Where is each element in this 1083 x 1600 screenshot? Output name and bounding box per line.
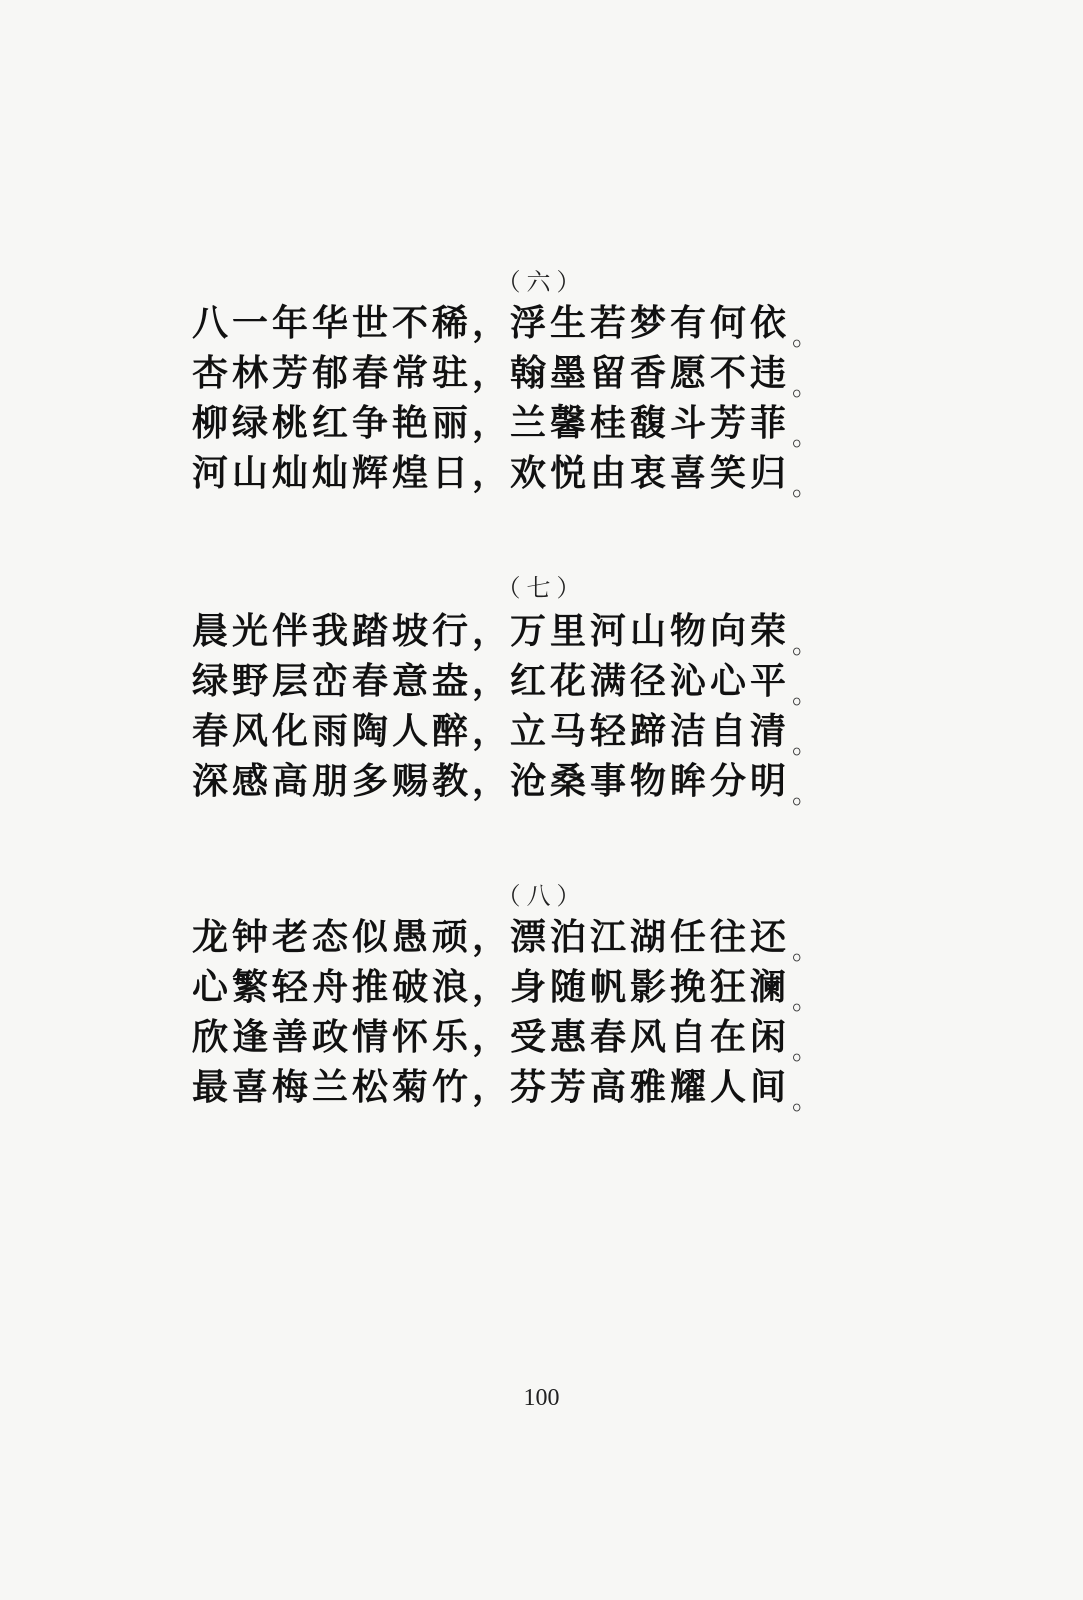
poem-line bbox=[192, 656, 820, 710]
full-stop: 。 bbox=[792, 322, 820, 352]
full-stop: 。 bbox=[792, 422, 820, 452]
line-second-half: 芬芳高雅耀人间 bbox=[510, 1066, 791, 1108]
line-second-half: 立马轻蹄洁自清 bbox=[510, 710, 791, 752]
comma: ， bbox=[472, 710, 510, 752]
line-second-half: 沧桑事物眸分明 bbox=[510, 760, 791, 802]
comma: ， bbox=[472, 402, 510, 444]
poem-line bbox=[192, 298, 820, 352]
line-first-half: 柳绿桃红争艳丽 bbox=[192, 402, 473, 444]
full-stop: 。 bbox=[792, 372, 820, 402]
line-second-half: 万里河山物向荣 bbox=[510, 610, 791, 652]
line-first-half: 绿野层峦春意盎 bbox=[192, 660, 473, 702]
poem-line bbox=[192, 1012, 820, 1066]
line-second-half: 红花满径沁心平 bbox=[510, 660, 791, 702]
line-first-half: 最喜梅兰松菊竹 bbox=[192, 1066, 473, 1108]
poem-line bbox=[192, 962, 820, 1016]
line-second-half: 翰墨留香愿不违 bbox=[510, 352, 791, 394]
line-first-half: 河山灿灿辉煌日 bbox=[192, 452, 473, 494]
full-stop: 。 bbox=[792, 680, 820, 710]
line-first-half: 欣逢善政情怀乐 bbox=[192, 1016, 473, 1058]
full-stop: 。 bbox=[792, 1036, 820, 1066]
comma: ， bbox=[472, 966, 510, 1008]
full-stop: 。 bbox=[792, 780, 820, 810]
poem-line bbox=[192, 448, 820, 502]
comma: ， bbox=[472, 1066, 510, 1108]
poem-line bbox=[192, 1062, 820, 1116]
line-first-half: 八一年华世不稀 bbox=[192, 302, 473, 344]
full-stop: 。 bbox=[792, 936, 820, 966]
line-first-half: 深感高朋多赐教 bbox=[192, 760, 473, 802]
line-second-half: 受惠春风自在闲 bbox=[510, 1016, 791, 1058]
line-second-half: 兰馨桂馥斗芳菲 bbox=[510, 402, 791, 444]
full-stop: 。 bbox=[792, 630, 820, 660]
line-first-half: 龙钟老态似愚顽 bbox=[192, 916, 473, 958]
line-second-half: 浮生若梦有何依 bbox=[510, 302, 791, 344]
poem-line bbox=[192, 348, 820, 402]
line-second-half: 身随帆影挽狂澜 bbox=[510, 966, 791, 1008]
poem-heading: （八） bbox=[496, 884, 587, 910]
poem-line bbox=[192, 606, 820, 660]
line-second-half: 欢悦由衷喜笑归 bbox=[510, 452, 791, 494]
poem-line bbox=[192, 756, 820, 810]
comma: ， bbox=[472, 302, 510, 344]
line-first-half: 心繁轻舟推破浪 bbox=[192, 966, 473, 1008]
comma: ， bbox=[472, 352, 510, 394]
poem-heading: （六） bbox=[496, 270, 587, 296]
comma: ， bbox=[472, 760, 510, 802]
full-stop: 。 bbox=[792, 730, 820, 760]
page-number: 100 bbox=[523, 1385, 560, 1411]
line-first-half: 晨光伴我踏坡行 bbox=[192, 610, 473, 652]
comma: ， bbox=[472, 452, 510, 494]
full-stop: 。 bbox=[792, 986, 820, 1016]
full-stop: 。 bbox=[792, 472, 820, 502]
comma: ， bbox=[472, 1016, 510, 1058]
comma: ， bbox=[472, 916, 510, 958]
poem-line bbox=[192, 912, 820, 966]
poem-heading: （七） bbox=[496, 576, 587, 602]
line-second-half: 漂泊江湖任往还 bbox=[510, 916, 791, 958]
comma: ， bbox=[472, 610, 510, 652]
comma: ， bbox=[472, 660, 510, 702]
full-stop: 。 bbox=[792, 1086, 820, 1116]
poem-line bbox=[192, 398, 820, 452]
poem-line bbox=[192, 706, 820, 760]
line-first-half: 杏林芳郁春常驻 bbox=[192, 352, 473, 394]
line-first-half: 春风化雨陶人醉 bbox=[192, 710, 473, 752]
